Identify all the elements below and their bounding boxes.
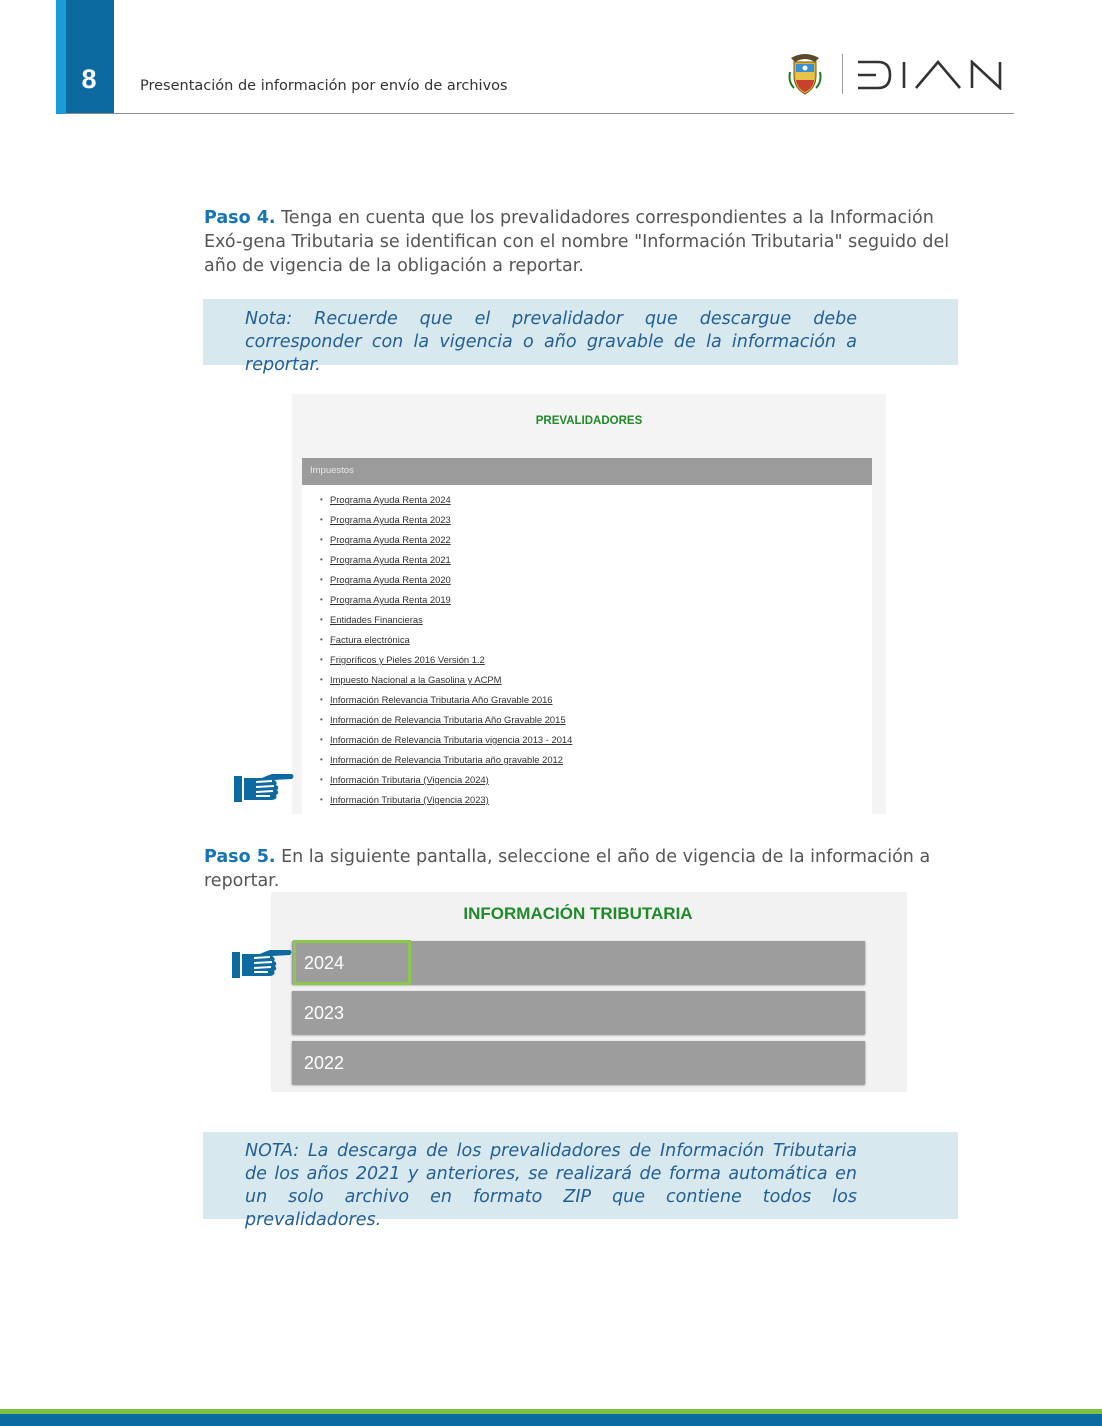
- list-item[interactable]: [318, 794, 572, 814]
- list-item[interactable]: [318, 514, 572, 534]
- prevalidadores-screenshot: [292, 394, 886, 814]
- year-highlight-box: [293, 940, 411, 985]
- list-item[interactable]: [318, 714, 572, 734]
- list-item[interactable]: [318, 694, 572, 714]
- list-item-link[interactable]: Información Tributaria (Vigencia 2024): [330, 774, 489, 785]
- list-item[interactable]: [318, 634, 572, 654]
- list-item-link[interactable]: Programa Ayuda Renta 2023: [330, 514, 451, 525]
- informacion-tributaria-screenshot: [271, 892, 907, 1092]
- list-item-link[interactable]: Programa Ayuda Renta 2020: [330, 574, 451, 585]
- list-item[interactable]: [318, 534, 572, 554]
- list-item-link[interactable]: Impuesto Nacional a la Gasolina y ACPM: [330, 674, 502, 685]
- footer-blue-stripe: [0, 1414, 1102, 1426]
- list-item[interactable]: [318, 494, 572, 514]
- year-row-2023[interactable]: [292, 991, 865, 1034]
- note-box-2: [203, 1132, 958, 1230]
- list-item-selected[interactable]: [318, 774, 572, 794]
- list-item[interactable]: [318, 734, 572, 754]
- impuestos-section-bar: [302, 458, 872, 485]
- impuestos-panel: [302, 458, 872, 814]
- pointing-hand-icon: [230, 946, 294, 982]
- note-2-text: NOTA: La descarga de los prevalidadores de Información Tributaria de los años 2021 y anteriores, se realizará de forma automática en un solo archivo en formato ZIP que contiene todos los prevalidadores.: [245, 1141, 857, 1230]
- informacion-tributaria-title: INFORMACIÓN TRIBUTARIA: [463, 904, 693, 923]
- step-4-text: Tenga en cuenta que los prevalidadores correspondientes a la Información Exó-gena Tributaria se identifican con el nombre "Información Tributaria" seguido del año de vigencia de la obligación a reportar.: [204, 208, 950, 276]
- step-4-paragraph: [204, 206, 960, 278]
- list-item[interactable]: [318, 654, 572, 674]
- dian-logo: [788, 50, 1014, 100]
- list-item-link[interactable]: Programa Ayuda Renta 2022: [330, 534, 451, 545]
- list-item[interactable]: [318, 754, 572, 774]
- step-5-text: En la siguiente pantalla, seleccione el año de vigencia de la información a reportar.: [204, 847, 931, 891]
- list-item[interactable]: [318, 554, 572, 574]
- list-item[interactable]: [318, 594, 572, 614]
- year-label: 2023: [304, 1003, 345, 1023]
- list-item-link[interactable]: Factura electrónica: [330, 634, 410, 645]
- page-number: 8: [81, 64, 97, 94]
- prevalidadores-list: [318, 494, 572, 814]
- step-5-paragraph: [204, 845, 960, 893]
- logo-divider: [842, 54, 843, 94]
- list-item-link[interactable]: Información de Relevancia Tributaria año gravable 2012: [330, 754, 563, 765]
- list-item[interactable]: [318, 574, 572, 594]
- year-label: 2022: [304, 1053, 345, 1073]
- year-row-2022[interactable]: [292, 1041, 865, 1084]
- list-item-link[interactable]: Información de Relevancia Tributaria vigencia 2013 - 2014: [330, 734, 573, 745]
- prevalidadores-title: PREVALIDADORES: [535, 415, 643, 427]
- list-item-link[interactable]: Programa Ayuda Renta 2019: [330, 594, 451, 605]
- list-item-link[interactable]: Información de Relevancia Tributaria Año Gravable 2015: [330, 714, 566, 725]
- list-item-link[interactable]: Información Tributaria (Vigencia 2023): [330, 794, 489, 805]
- list-item[interactable]: [318, 614, 572, 634]
- list-item-link[interactable]: Programa Ayuda Renta 2024: [330, 494, 451, 505]
- step-4-label: Paso 4.: [204, 208, 276, 228]
- list-item-link[interactable]: Información Relevancia Tributaria Año Gravable 2016: [330, 694, 553, 705]
- year-label: 2024: [304, 953, 345, 973]
- coat-of-arms-icon: [788, 52, 822, 96]
- step-5-label: Paso 5.: [204, 847, 276, 867]
- page-number-accent: [56, 0, 66, 114]
- list-item-link[interactable]: Programa Ayuda Renta 2021: [330, 554, 451, 565]
- list-item[interactable]: [318, 674, 572, 694]
- impuestos-section-label: Impuestos: [310, 465, 354, 476]
- note-1-text: Nota: Recuerde que el prevalidador que descargue debe corresponder con la vigencia o año gravable de la información a reportar.: [245, 309, 857, 375]
- note-box-1: [203, 299, 958, 375]
- list-item-link[interactable]: Frigoríficos y Pieles 2016 Versión 1.2: [330, 654, 485, 665]
- header-divider: [66, 113, 1014, 114]
- list-item-link[interactable]: Entidades Financieras: [330, 614, 423, 625]
- document-title: Presentación de información por envío de archivos: [140, 78, 508, 94]
- dian-wordmark: [854, 60, 1014, 90]
- pointing-hand-icon: [232, 770, 296, 806]
